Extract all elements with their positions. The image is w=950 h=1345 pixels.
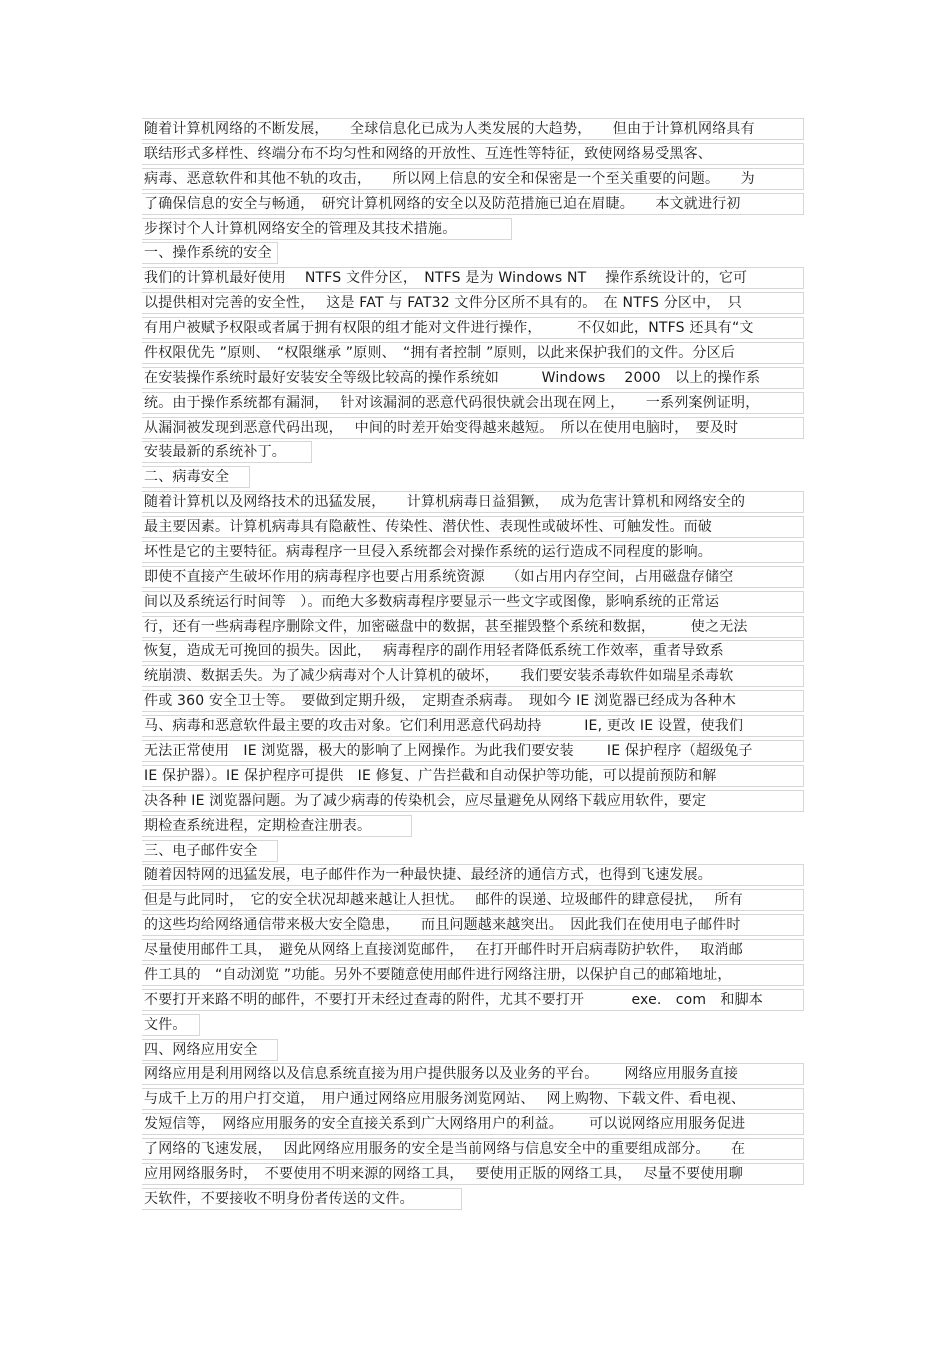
text-line: 有用户被赋予权限或者属于拥有权限的组才能对文件进行操作， 不仅如此，NTFS 还具有“文 xyxy=(142,317,804,339)
section-heading: 三、电子邮件安全 xyxy=(142,840,278,862)
text-line: 的这些均给网络通信带来极大安全隐患， 而且问题越来越突出。 因此我们在使用电子邮件时 xyxy=(142,914,804,936)
text-line: 行，还有一些病毒程序删除文件，加密磁盘中的数据，甚至摧毁整个系统和数据， 使之无法 xyxy=(142,616,804,638)
text-line: 马、病毒和恶意软件最主要的攻击对象。它们利用恶意代码劫持 IE, 更改 IE 设置，使我们 xyxy=(142,715,804,737)
text-line: 件或 360 安全卫士等。 要做到定期升级， 定期查杀病毒。 现如今 IE 浏览器已经成为各种木 xyxy=(142,690,804,712)
section-heading: 二、病毒安全 xyxy=(142,466,250,488)
text-line: 间以及系统运行时间等 ）。而绝大多数病毒程序要显示一些文字或图像，影响系统的正常运 xyxy=(142,591,804,613)
section-heading: 一、操作系统的安全 xyxy=(142,242,278,264)
text-line: 了确保信息的安全与畅通， 研究计算机网络的安全以及防范措施已迫在眉睫。 本文就进行初 xyxy=(142,193,804,215)
text-line: 从漏洞被发现到恶意代码出现， 中间的时差开始变得越来越短。 所以在使用电脑时， 要及时 xyxy=(142,417,804,439)
text-line: 网络应用是利用网络以及信息系统直接为用户提供服务以及业务的平台。 网络应用服务直接 xyxy=(142,1063,804,1085)
text-line: 恢复，造成无可挽回的损失。因此， 病毒程序的副作用轻者降低系统工作效率，重者导致系 xyxy=(142,640,804,662)
text-line: 病毒、恶意软件和其他不轨的攻击， 所以网上信息的安全和保密是一个至关重要的问题。 为 xyxy=(142,168,804,190)
text-line: 随着因特网的迅猛发展，电子邮件作为一种最快捷、最经济的通信方式，也得到飞速发展。 xyxy=(142,864,804,886)
text-line: 尽量使用邮件工具， 避免从网络上直接浏览邮件， 在打开邮件时开启病毒防护软件， 取消邮 xyxy=(142,939,804,961)
text-line: 决各种 IE 浏览器问题。为了减少病毒的传染机会，应尽量避免从网络下载应用软件，要定 xyxy=(142,790,804,812)
text-line: 坏性是它的主要特征。病毒程序一旦侵入系统都会对操作系统的运行造成不同程度的影响。 xyxy=(142,541,804,563)
text-line: 安装最新的系统补丁。 xyxy=(142,441,312,463)
text-line: 即使不直接产生破坏作用的病毒程序也要占用系统资源 （如占用内存空间，占用磁盘存储空 xyxy=(142,566,804,588)
text-line: 在安装操作系统时最好安装安全等级比较高的操作系统如 Windows 2000 以上的操作系 xyxy=(142,367,804,389)
text-line: 文件。 xyxy=(142,1014,200,1036)
text-line: IE 保护器）。IE 保护程序可提供 IE 修复、广告拦截和自动保护等功能，可以提前预防和解 xyxy=(142,765,804,787)
text-line: 统崩溃、数据丢失。为了减少病毒对个人计算机的破坏， 我们要安装杀毒软件如瑞星杀毒软 xyxy=(142,665,804,687)
text-line: 与成千上万的用户打交道， 用户通过网络应用服务浏览网站、 网上购物、下载文件、看电视、 xyxy=(142,1088,804,1110)
text-line: 天软件，不要接收不明身份者传送的文件。 xyxy=(142,1188,462,1210)
text-line: 以提供相对完善的安全性， 这是 FAT 与 FAT32 文件分区所不具有的。 在 NTFS 分区中， 只 xyxy=(142,292,804,314)
text-line: 最主要因素。计算机病毒具有隐蔽性、传染性、潜伏性、表现性或破坏性、可触发性。而破 xyxy=(142,516,804,538)
text-line: 但是与此同时， 它的安全状况却越来越让人担忧。 邮件的误递、垃圾邮件的肆意侵扰， 所有 xyxy=(142,889,804,911)
text-line: 统。由于操作系统都有漏洞， 针对该漏洞的恶意代码很快就会出现在网上， 一系列案例证明， xyxy=(142,392,804,414)
text-line: 联结形式多样性、终端分布不均匀性和网络的开放性、互连性等特征，致使网络易受黑客、 xyxy=(142,143,804,165)
text-line: 件工具的 “自动浏览 ”功能。另外不要随意使用邮件进行网络注册，以保护自己的邮箱地址， xyxy=(142,964,804,986)
text-line: 随着计算机网络的不断发展， 全球信息化已成为人类发展的大趋势， 但由于计算机网络具有 xyxy=(142,118,804,140)
text-line: 步探讨个人计算机网络安全的管理及其技术措施。 xyxy=(142,218,512,240)
text-line: 不要打开来路不明的邮件，不要打开未经过查毒的附件，尤其不要打开 exe. com 和脚本 xyxy=(142,989,804,1011)
text-line: 件权限优先 ”原则、 “权限继承 ”原则、 “拥有者控制 ”原则，以此来保护我们的文件。分区后 xyxy=(142,342,804,364)
section-heading: 四、网络应用安全 xyxy=(142,1039,278,1061)
text-line: 期检查系统进程，定期检查注册表。 xyxy=(142,815,412,837)
text-line: 我们的计算机最好使用 NTFS 文件分区， NTFS 是为 Windows NT 操作系统设计的，它可 xyxy=(142,267,804,289)
text-line: 随着计算机以及网络技术的迅猛发展， 计算机病毒日益猖獗， 成为危害计算机和网络安全的 xyxy=(142,491,804,513)
text-line: 了网络的飞速发展， 因此网络应用服务的安全是当前网络与信息安全中的重要组成部分。 在 xyxy=(142,1138,804,1160)
text-line: 发短信等， 网络应用服务的安全直接关系到广大网络用户的利益。 可以说网络应用服务促进 xyxy=(142,1113,804,1135)
text-line: 无法正常使用 IE 浏览器，极大的影响了上网操作。为此我们要安装 IE 保护程序（超级兔子 xyxy=(142,740,804,762)
text-line: 应用网络服务时， 不要使用不明来源的网络工具， 要使用正版的网络工具， 尽量不要使用聊 xyxy=(142,1163,804,1185)
